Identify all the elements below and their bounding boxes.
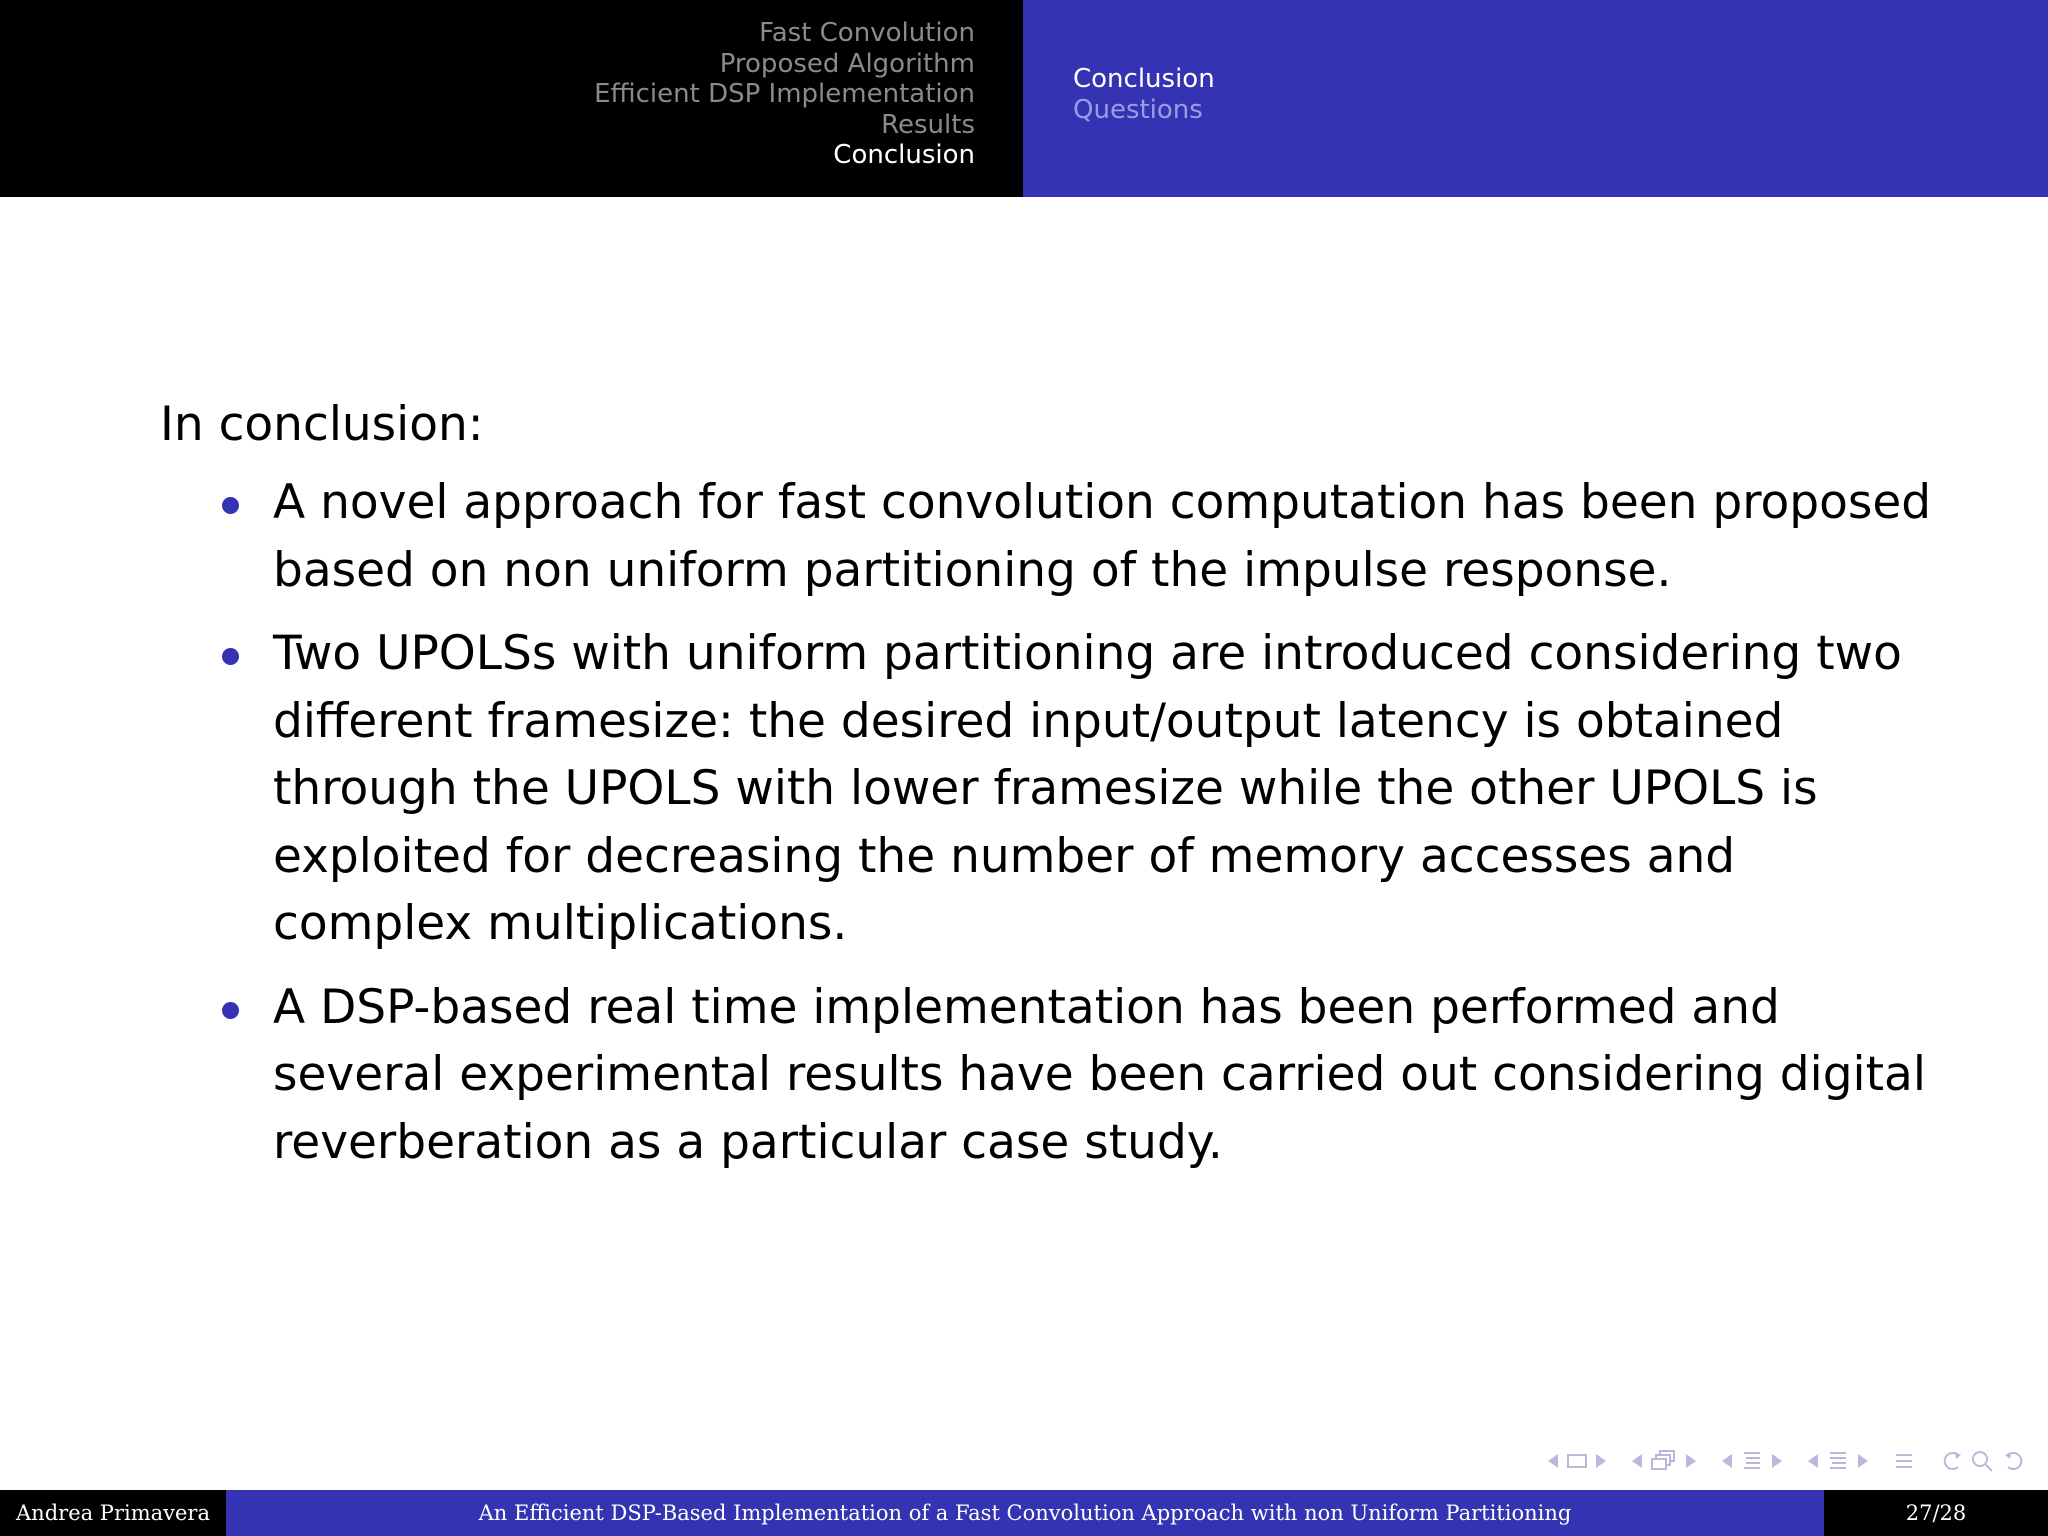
- slide-content: [160, 395, 1940, 1192]
- bullet-text: A DSP-based real time implementation has been performed and several experimental results have been carried out considering digital reverberation as a particular case study.: [273, 979, 1926, 1170]
- subsection-link-questions[interactable]: Questions: [1073, 94, 1203, 125]
- footer-title: An Efficient DSP-Based Implementation of a Fast Convolution Approach with non Uniform Partitioning: [226, 1490, 1824, 1536]
- section-list: [594, 18, 975, 171]
- subsection-link-conclusion[interactable]: Conclusion: [1073, 64, 1215, 94]
- slide-header: [0, 0, 2048, 197]
- presentation-nav-icon[interactable]: [1806, 1449, 1870, 1473]
- bullet-text: A novel approach for fast convolution computation has been proposed based on non uniform partitioning of the impulse response.: [273, 475, 1932, 598]
- frame-nav-icon[interactable]: [1546, 1452, 1608, 1470]
- section-link-efficient-dsp-implementation[interactable]: Efficient DSP Implementation: [594, 79, 975, 109]
- bullet-list: [160, 469, 1940, 1176]
- bullet-item: [160, 469, 1940, 604]
- bullet-dot-icon: [222, 497, 239, 514]
- footer-page-number: 27/28: [1824, 1490, 2048, 1536]
- slide-footer: [0, 1490, 2048, 1536]
- section-link-proposed-algorithm[interactable]: Proposed Algorithm: [719, 48, 975, 79]
- bullet-text: Two UPOLSs with uniform partitioning are introduced considering two different framesize: the desired input/output latency is obtained through the UPOLS with lower framesize while the other UPOLS is exploited for decreasing the number of memory accesses and complex multiplications.: [273, 626, 1902, 951]
- section-link-results[interactable]: Results: [881, 109, 975, 140]
- section-nav-icon[interactable]: [1720, 1449, 1784, 1473]
- beamer-navigation-symbols: [1546, 1446, 2028, 1476]
- subsection-list: [1073, 64, 1215, 125]
- subsection-nav-icon[interactable]: [1630, 1449, 1698, 1473]
- section-link-fast-convolution[interactable]: Fast Convolution: [759, 18, 975, 48]
- intro-text: In conclusion:: [160, 397, 484, 452]
- subsection-nav-panel: [1023, 0, 2048, 197]
- appendix-nav-icon[interactable]: [1892, 1449, 1916, 1473]
- bullet-item: [160, 620, 1940, 958]
- bullet-item: [160, 974, 1940, 1177]
- section-nav-panel: [0, 0, 1023, 197]
- bullet-dot-icon: [222, 648, 239, 665]
- section-link-conclusion[interactable]: Conclusion: [833, 140, 975, 170]
- bullet-dot-icon: [222, 1002, 239, 1019]
- search-icon[interactable]: [1938, 1449, 2028, 1473]
- footer-author: Andrea Primavera: [0, 1490, 226, 1536]
